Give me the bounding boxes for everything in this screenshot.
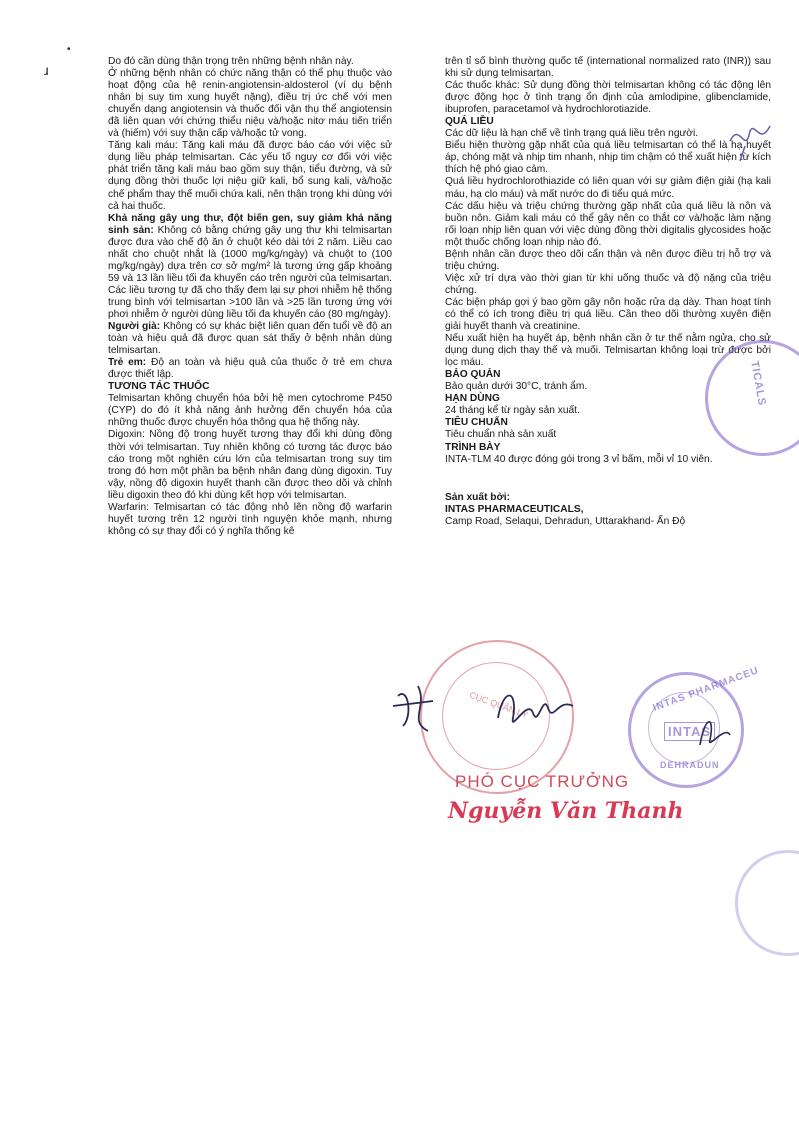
intas-stamp-center-text: INTAS xyxy=(664,722,715,741)
paragraph: Các biện pháp gợi ý bao gồm gây nôn hoặc rửa dạ dày. Than hoạt tính có thể có ích trong điều trị quá liều. Cần theo dõi thường xuyên điện giải huyết thanh và creatinine. xyxy=(445,296,771,333)
paragraph: Tiêu chuẩn nhà sản xuất xyxy=(445,429,557,441)
approval-title: PHÓ CỤC TRƯỞNG xyxy=(455,772,630,791)
section-heading: TIÊU CHUẨN xyxy=(445,417,508,429)
intas-stamp-partial xyxy=(735,850,799,956)
paragraph: Quá liều hydrochlorothiazide có liên quan với sự giảm điện giải (hạ kali máu, hạ clo máu) và mất nước do đi tiểu quá mức. xyxy=(445,176,771,200)
intas-stamp-lower-text: DEHRADUN xyxy=(660,760,720,770)
section-heading: BẢO QUẢN xyxy=(445,369,501,381)
paragraph-text: Không có bằng chứng gây ung thư khi telmisartan được đưa vào chế độ ăn ở chuột kéo dài tới 2 năm. Liều cao nhất cho chuột nhắt là (1000 mg/kg/ngày) và chuột to (100 mg/kg/ngày) dựa trên cơ sở mg/m² là tương ứng gấp khoảng 59 và 13 lần liều tối đa khuyến cáo trên người của telmisartan. Các liều tương tự đã cho thấy đem lại sự phơi nhiễm hệ thống trung bình với telmisartan >100 lần và >25 lần tương ứng với phơi nhiễm ở người dùng liều tối đa khuyến cáo (80 mg/ngày). xyxy=(108,224,392,320)
signature-center xyxy=(488,678,578,738)
intas-stamp-right-text: TICALS xyxy=(748,360,768,408)
paragraph: Việc xử trí dựa vào thời gian từ khi uống thuốc và độ nặng của triệu chứng. xyxy=(445,272,771,296)
paragraph: INTA-TLM 40 được đóng gói trong 3 vỉ bấm, mỗi vỉ 10 viên. xyxy=(445,453,713,465)
right-column xyxy=(445,56,771,528)
paragraph: Ở những bệnh nhân có chức năng thận có thể phụ thuộc vào hoạt động của hệ renin-angiotensin-aldosterol (ví dụ bệnh nhân bị suy tim xung huyết nặng), điều trị ức chế với men chuyển dạng angiotensin và thuốc đối vận thụ thể angiotensin đã liên quan với chứng thiểu niệu và/hoặc nitơ máu tiến triển và (hiếm) với suy thận cấp và/hoặc tử vong. xyxy=(108,68,392,140)
paragraph: Telmisartan không chuyển hóa bởi hệ men cytochrome P450 (CYP) do đó ít khả năng ảnh hưởng đến chuyển hóa của những thuốc được chuyển hóa thông qua hệ thống này. xyxy=(108,393,392,429)
paragraph: Nếu xuất hiện hạ huyết áp, bệnh nhân cần ở tư thế nằm ngửa, cho sử dụng dung dịch thay thế và muối. Telmisartan không loại trừ được bởi lọc máu. xyxy=(445,333,771,369)
manufacturer-name: INTAS PHARMACEUTICALS, xyxy=(445,503,584,515)
paragraph-text: Không có sự khác biệt liên quan đến tuổi về độ an toàn và hiệu quả đã được quan sát thấy ở bệnh nhân dùng telmisartan. xyxy=(108,321,392,357)
paragraph-lead: Khả năng gây ung thư, đột biến gen, suy giảm khả năng sinh sản: xyxy=(108,212,392,236)
section-heading: TRÌNH BÀY xyxy=(445,441,501,453)
left-column xyxy=(108,56,392,538)
margin-mark-top: • xyxy=(67,44,71,55)
paragraph: 24 tháng kể từ ngày sản xuất. xyxy=(445,405,580,417)
paragraph xyxy=(108,213,392,321)
paragraph: trên tỉ số bình thường quốc tế (international normalized rato (INR)) sau khi sử dụng telmisartan. xyxy=(445,56,771,80)
paragraph: Các dấu hiệu và triệu chứng thường gặp nhất của quá liều là nôn và buồn nôn. Giảm kali máu có thể gây nên co thắt cơ và/hoặc làm nặng rối loạn nhịp liên quan với việc dùng đồng thời digitalis glycosides hoặc một thuốc chống loạn nhịp nào đó. xyxy=(445,200,771,248)
signature-left xyxy=(388,676,448,736)
paragraph: Bảo quản dưới 30°C, tránh ẩm. xyxy=(445,381,588,393)
paragraph-lead: Người già: xyxy=(108,321,161,333)
paragraph: Các dữ liệu là hạn chế về tình trạng quá liều trên người. xyxy=(445,128,699,140)
section-heading: TƯƠNG TÁC THUỐC xyxy=(108,381,210,393)
paragraph: Các thuốc khác: Sử dụng đồng thời telmisartan không có tác động lên được động học ở tình trạng ổn định của amlodipine, glibenclamide, ibuprofen, paracetamol và hydrochlorotiazide. xyxy=(445,80,771,116)
paragraph: Bệnh nhân cần được theo dõi cẩn thận và nên được điều trị hỗ trợ và triệu chứng. xyxy=(445,248,771,272)
paragraph-text: Độ an toàn và hiệu quả của thuốc ở trẻ em chưa được thiết lập. xyxy=(108,357,392,381)
agency-seal-text: CỤC QUẢN LÝ xyxy=(468,689,530,721)
manufacturer-label: Sản xuất bởi: xyxy=(445,491,510,503)
intas-stamp-bottom-text: INTAS PHARMACEU xyxy=(651,665,761,714)
paragraph: Digoxin: Nồng độ trong huyết tương thay đổi khi dùng đồng thời với telmisartan. Tuy nhiên không có tương tác được báo cáo trong một nghiên cứu lớn của telmisartan trong suy tim trong đó hơn một phần ba bệnh nhân đang dùng digoxin. Tuy vậy, nồng độ digoxin huyết thanh cần được theo dõi và chỉnh liều digoxin theo đó khi dùng kết hợp với telmisartan. xyxy=(108,429,392,501)
paragraph: Tăng kali máu: Tăng kali máu đã được báo cáo với việc sử dụng liều pháp telmisartan. Các yếu tố nguy cơ đối với việc phát triển tăng kali máu bao gồm suy thận, tiểu đường, và sử dụng đồng thời thuốc lợi niệu giữ kali, bổ sung kali, và/hoặc chế phẩm thay thế muối chứa kali, nên thận trọng khi dùng với cả hai thuốc. xyxy=(108,140,392,212)
signature-top-right xyxy=(725,116,775,166)
margin-mark-left: ɹ xyxy=(44,62,49,78)
paragraph xyxy=(108,321,392,357)
paragraph-lead: Trẻ em: xyxy=(108,357,147,369)
approval-name: Nguyễn Văn Thanh xyxy=(448,798,684,824)
paragraph: Biểu hiện thường gặp nhất của quá liều telmisartan có thể là hạ huyết áp, chóng mặt và nhịp tim nhanh, nhịp tim chậm có thể xuất hiện từ kích thích hệ phó giao cảm. xyxy=(445,140,771,176)
manufacturer-address: Camp Road, Selaqui, Dehradun, Uttarakhand- Ấn Độ xyxy=(445,515,686,527)
section-heading: HẠN DÙNG xyxy=(445,393,500,405)
paragraph: Warfarin: Telmisartan có tác động nhỏ lên nồng độ warfarin huyết tương trên 12 người tình nguyện khỏe mạnh, nhưng không có sự thay đổi có ý nghĩa thống kê xyxy=(108,501,392,537)
signature-stamp xyxy=(695,705,735,755)
paragraph xyxy=(108,357,392,381)
paragraph: Do đó cần dùng thận trọng trên những bệnh nhân này. xyxy=(108,56,354,67)
section-heading: QUÁ LIỀU xyxy=(445,116,494,128)
